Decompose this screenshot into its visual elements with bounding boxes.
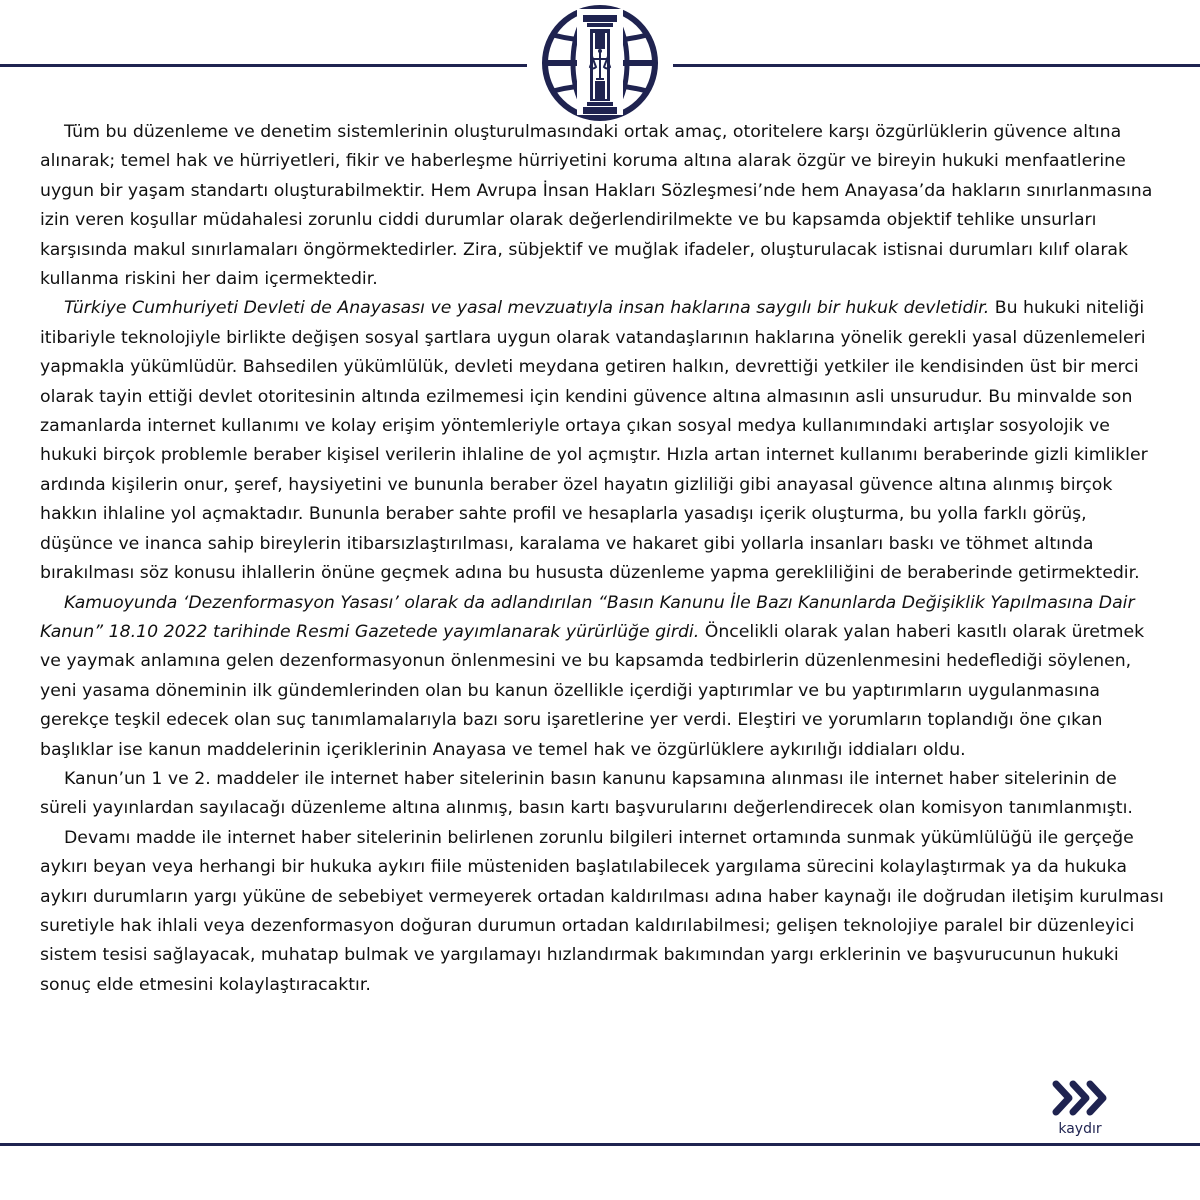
bottom-divider [0,1143,1200,1146]
paragraph: Tüm bu düzenleme ve denetim sistemlerinin oluşturulmasındaki ortak amaç, otoritelere karşı özgürlüklerin güvence altına alınarak; temel hak ve hürriyetleri, fikir ve haberleşme hürriyetini koruma altına alarak özgür ve bireyin hukuki menfaatlerine uygun bir yaşam standartı oluşturabilmektir. Hem Avrupa İnsan Hakları Sözleşmesi’nde hem Anayasa’da hakların sınırlanmasına izin veren koşullar müdahalesi zorunlu ciddi durumlar olarak değerlendirilmekte ve bu kapsamda objektif tehlike unsurları karşısında makul sınırlamaları öngörmektedirler. Zira, sübjektif ve muğlak ifadeler, oluşturulacak istisnai durumları kılıf olarak kullanma riskini her daim içermektedir. [40,122,1153,290]
paragraph: Kamuoyunda ‘Dezenformasyon Yasası’ olarak da adlandırılan “Basın Kanunu İle Bazı Kanunlarda Değişiklik Yapılmasına Dair Kanun” 18.10 2022 tarihinde Resmi Gazetede yayımlanarak yürürlüğe girdi. Öncelikli olarak yalan haberi kasıtlı olarak üretmek ve yaymak anlamına gelen dezenformasyonun önlenmesini ve bu kapsamda tedbirlerin düzenlenmesini hedeflediği söylenen, yeni yasama döneminin ilk gündemlerinden olan bu kanun özellikle içerdiği yaptırımlar ve bu yaptırımların uygulanmasına gerekçe teşkil edecek olan suç tanımlamalarıyla bazı soru işaretlerine yer verdi. Eleştiri ve yorumların toplandığı öne çıkan başlıklar ise kanun maddelerinin içeriklerinin Anayasa ve temel hak ve özgürlüklere aykırılığı iddiaları oldu. [40,592,1145,760]
paragraph: Türkiye Cumhuriyeti Devleti de Anayasası ve yasal mevzuatıyla insan haklarına saygılı bir hukuk devletidir. Bu hukuki niteliği itibariyle teknolojiyle birlikte değişen sosyal şartlara uygun olarak vatandaşlarının haklarına yönelik gerekli yasal düzenlemeleri yapmakla yükümlüdür. Bahsedilen yükümlülük, devleti meydana getiren halkın, devrettiği yetkiler ile kendisinden üst bir merci olarak tayin ettiği devlet otoritesinin altında ezilmemesi için kendini güvence altına almasının asli unsurudur. Bu minvalde son zamanlarda internet kullanımı ve kolay erişim yöntemleriyle ortaya çıkan sosyal medya kullanımındaki artışlar sosyolojik ve hukuki birçok problemle beraber kişisel verilerin ihlaline de yol açmıştır. Hızla artan internet kullanımı beraberinde gizli kimlikler ardında kişilerin onur, şeref, haysiyetini ve bununla beraber özel hayatın gizliliği gibi anayasal güvence altına alınmış birçok hakkın ihlaline yol açmaktadır. Bununla beraber sahte profil ve hesaplarla yasadışı içerik oluşturma, bu yolla farklı görüş, düşünce ve inanca sahip bireylerin itibarsızlaştırılması, karalama ve hakaret gibi yollarla insanları baskı ve töhmet altında bırakılması söz konusu ihlallerin önüne geçmek adına bu hususta düzenleme yapma gerekliliğini de beraberinde getirmektedir. [40,298,1148,584]
triple-chevron-right-icon [1051,1078,1113,1118]
article-body [40,118,1165,1000]
paragraph: Devamı madde ile internet haber sitelerinin belirlenen zorunlu bilgileri internet ortamında sunmak yükümlülüğü ile gerçeğe aykırı beyan veya herhangi bir hukuka aykırı fiile müsteniden başlatılabilecek yargılama sürecini kolaylaştırmak ya da hukuka aykırı durumların yargı yüküne de sebebiyet vermeyerek ortadan kaldırılması adına haber kaynağı ile doğrudan iletişim kurulması suretiyle hak ihlali veya dezenformasyon doğuran durumun ortadan kaldırılabilmesi; gelişen teknolojiye paralel bir düzenleyici sistem tesisi sağlayacak, muhatap bulmak ve yargılamayı hızlandırmak bakımından yargı erklerinin ve başvurucunun hukuki sonuç elde etmesini kolaylaştıracaktır. [40,827,1164,995]
globe-column-scales-logo-icon [527,3,673,121]
scroll-label: kaydır [1058,1121,1102,1137]
paragraph: Kanun’un 1 ve 2. maddeler ile internet haber sitelerinin basın kanunu kapsamına alınması ile internet haber sitelerinin de süreli yayınlardan sayılacağı düzenleme altına alınmış, basın kartı başvurularını değerlendirecek olan komisyon tanımlanmıştı. [40,768,1133,819]
logo [527,3,673,121]
scroll-hint[interactable] [1048,1078,1118,1140]
